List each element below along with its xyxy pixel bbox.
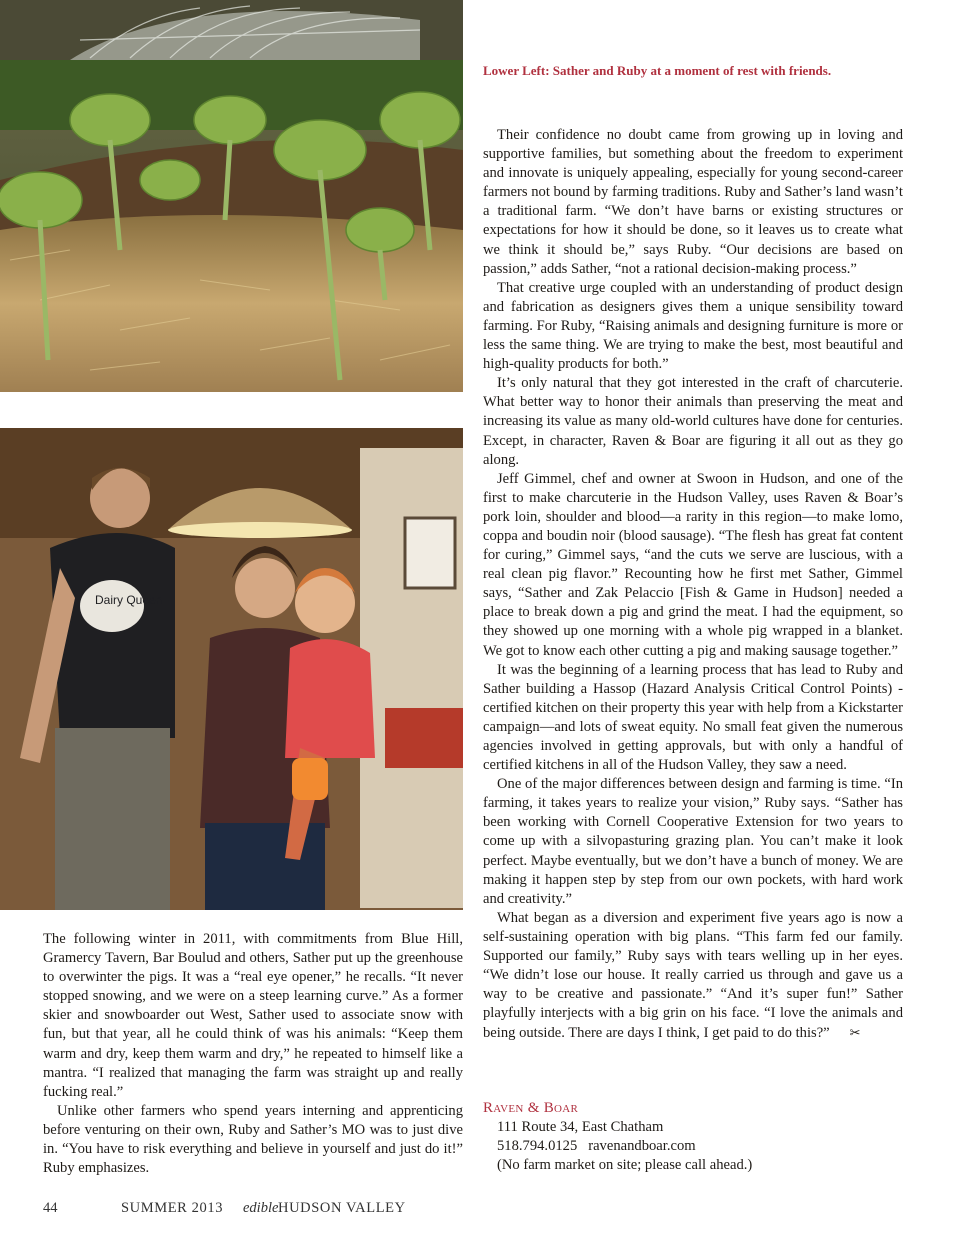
paragraph-final (483, 909, 903, 1044)
article-column-left (43, 930, 463, 1178)
paragraph-text: What began as a diversion and experiment five years ago is now a self-sustaining operation with big plans. “This farm fed our family. Supported our family,” Ruby says with tears welling up in her eyes. “We didn’t lose our house. It really carried us through and gave us a way to be creative and passionate.” “And it’s super fun!” Sather playfully interjects with a big grin on his face. “I love the animals and being outside. There are days I think, I get paid to do this?” (483, 909, 903, 1042)
garden-photo (0, 0, 463, 392)
magazine-name: HUDSON VALLEY (278, 1200, 406, 1216)
paragraph: The following winter in 2011, with commitments from Blue Hill, Gramercy Tavern, Bar Boulud and others, Sather put up the greenhouse to overwinter the pigs. It was a “real eye opener,” he recalls. “It never stopped snowing, and we were on a steep learning curve.” As a former skier and snowboarder out West, Sather used to associate snow with fun, but that year, all he could think of was his animals: “Keep them warm and dry, keep them warm and dry,” he repeated to himself like a mantra. “I realized that managing the farm was straight up and really fucking real.” (43, 931, 463, 1100)
article-column-right (483, 126, 903, 1044)
issue-label: SUMMER 2013 (121, 1200, 224, 1216)
farm-address: 111 Route 34, East Chatham (497, 1119, 664, 1135)
family-photo (0, 428, 463, 910)
magazine-prefix: edible (243, 1200, 279, 1216)
family-photo-art (0, 428, 463, 910)
farm-name: Raven & Boar (483, 1100, 579, 1116)
paragraph: It was the beginning of a learning process that has lead to Ruby and Sather building a Hassop (Hazard Analysis Critical Control Points) -certified kitchen on their property this year with help from a Kickstarter campaign—and lots of sweat equity. No small feat given the numerous agencies involved in getting approvals, but with only a handful of certified kitchens in all of the Hudson Valley, they saw a need. (483, 661, 903, 774)
page-number: 44 (43, 1200, 58, 1216)
paragraph: Their confidence no doubt came from growing up in loving and supportive families, but something about the freedom to experiment and innovate is uniquely appealing, especially for young second-career farmers not bound by farming traditions. Ruby and Sather’s land wasn’t a traditional farm. “We don’t have barns or existing structures or expectations for how it should be done, so it leaves us to create what we think it should be,” says Ruby. “Our decisions are based on passion,” adds Sather, “not a rational decision-making process.” (483, 127, 903, 277)
paragraph: One of the major differences between design and farming is time. “In farming, it takes years to realize your vision,” Ruby says. “Sather has been working with Cornell Cooperative Extension for two years to come up with a silvopasturing grazing plan. You can’t make it look perfect. Maybe eventually, but we don’t have a bunch of money. We are making it happen step by step from our own pockets, with hard work and creativity.” (483, 776, 903, 907)
paragraph: Unlike other farmers who spend years interning and apprenticing before venturing on their own, Ruby and Sather’s MO was to just dive in. “You have to risk everything and believe in yourself and just do it!” Ruby emphasizes. (43, 1102, 463, 1177)
paragraph: That creative urge coupled with an understanding of product design and fabrication as designers gives them a unique sensibility toward farming. For Ruby, “Raising animals and designing furniture is more or less the same thing. We are trying to make the best, most beautiful and high-quality products for both.” (483, 279, 903, 373)
paragraph: Jeff Gimmel, chef and owner at Swoon in Hudson, and one of the first to make charcuterie in the Hudson Valley, uses Raven & Boar’s pork loin, shoulder and blood—a rarity in this region—to make lomo, coppa and boudin noir (blood sausage). “The flesh has great fat content for curing,” Gimmel says, “and the cuts we serve are luscious, with a real clean pig flavor.” Recounting how he first met Sather, Gimmel says, “Sather and Zak Pelaccio [Fish & Game in Hudson] needed a place to break down a pig and grind the meat. I had the equipment, so they showed up one morning with a whole pig wrapped in a blanket. We got to know each other cutting a pig and making sausage together.” (483, 470, 903, 659)
shirt-logo: Dairy Queen (95, 593, 163, 607)
photo-caption: Lower Left: Sather and Ruby at a moment of rest with friends. (483, 63, 832, 78)
garden-photo-art (0, 0, 463, 392)
end-mark-icon: ✂ (849, 1025, 861, 1041)
farm-note: (No farm market on site; please call ahead.) (497, 1157, 753, 1173)
contact-box (483, 1099, 903, 1175)
farm-phone-web: 518.794.0125 ravenandboar.com (497, 1138, 696, 1154)
paragraph: It’s only natural that they got interested in the craft of charcuterie. What better way to honor their animals than preserving the meat and increasing its value as many old-world cultures have done for centuries. Except, in character, Raven & Boar are figuring it all out as they go along. (483, 375, 903, 468)
page-footer (43, 1200, 543, 1220)
